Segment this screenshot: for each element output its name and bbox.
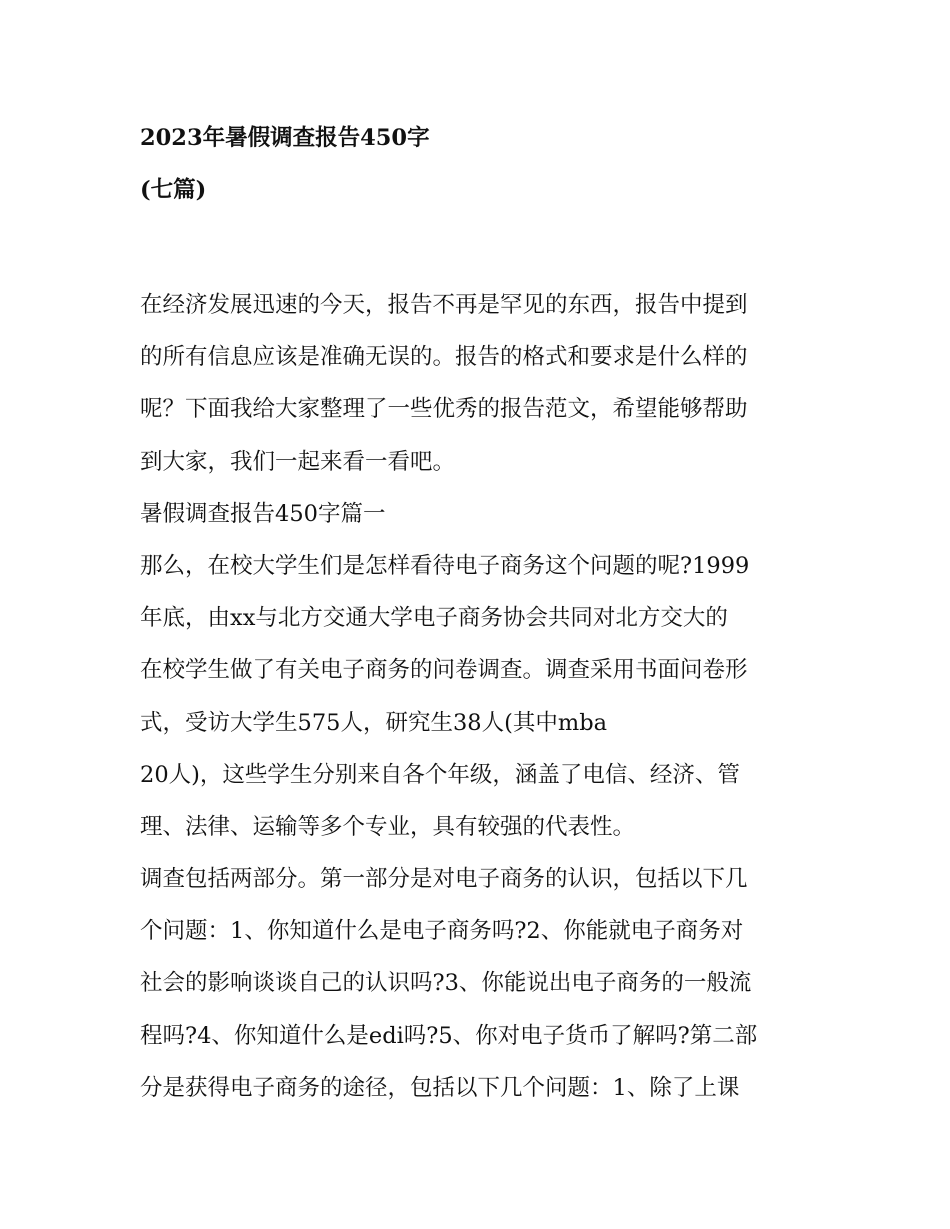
body-line: 式，受访大学生575人，研究生38人(其中mba xyxy=(140,709,608,736)
body-line: 调查包括两部分。第一部分是对电子商务的认识，包括以下几 xyxy=(140,866,748,893)
title-line: 2023年暑假调查报告450字 xyxy=(140,125,430,151)
document-title xyxy=(140,112,820,216)
body-line: 到大家，我们一起来看一看吧。 xyxy=(140,448,456,475)
body-line: 的所有信息应该是准确无误的。报告的格式和要求是什么样的 xyxy=(140,344,748,371)
body-line: 理、法律、运输等多个专业，具有较强的代表性。 xyxy=(140,813,636,840)
body-line: 呢？下面我给大家整理了一些优秀的报告范文，希望能够帮助 xyxy=(140,396,748,423)
section-heading: 暑假调查报告450字篇一 xyxy=(140,500,386,527)
body-line: 个问题：1、你知道什么是电子商务吗?2、你能就电子商务对 xyxy=(140,918,744,945)
body-line: 20人)，这些学生分别来自各个年级，涵盖了电信、经济、管 xyxy=(140,761,740,788)
body-line: 分是获得电子商务的途径，包括以下几个问题：1、除了上课 xyxy=(140,1074,740,1101)
document-body xyxy=(140,279,820,1114)
body-line: 那么，在校大学生们是怎样看待电子商务这个问题的呢?1999 xyxy=(140,552,750,579)
title-line: (七篇) xyxy=(140,177,207,204)
body-line: 在校学生做了有关电子商务的问卷调查。调查采用书面问卷形 xyxy=(140,657,748,684)
body-line: 社会的影响谈谈自己的认识吗?3、你能说出电子商务的一般流 xyxy=(140,970,752,997)
body-line: 年底，由xx与北方交通大学电子商务协会共同对北方交大的 xyxy=(140,605,728,632)
body-line: 在经济发展迅速的今天，报告不再是罕见的东西，报告中提到 xyxy=(140,292,748,318)
body-line: 程吗?4、你知道什么是edi吗?5、你对电子货币了解吗?第二部 xyxy=(140,1022,758,1049)
